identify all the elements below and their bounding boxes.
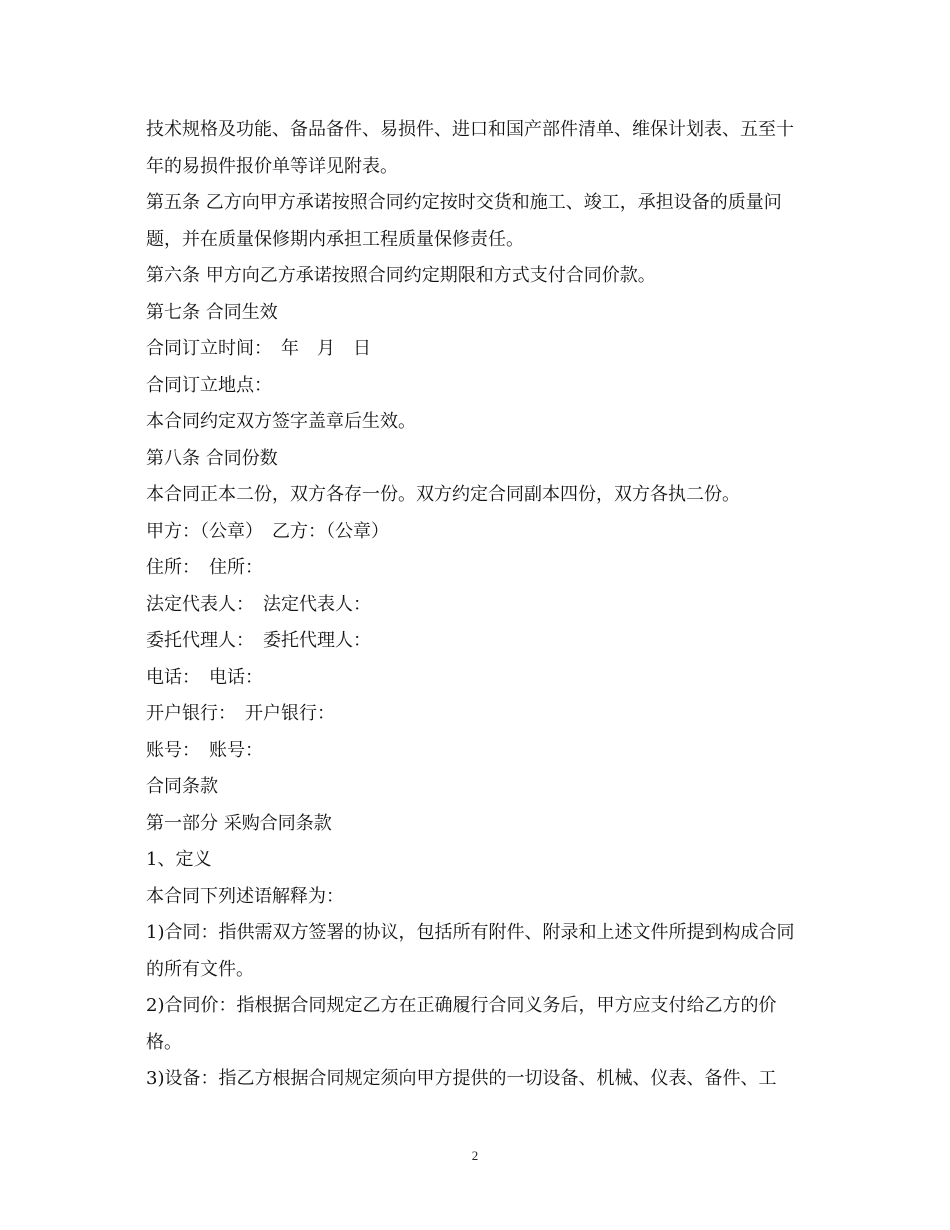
- account-line: 账号： 账号：: [146, 739, 263, 761]
- definition-contract-price: 2)合同价：指根据合同规定乙方在正确履行合同义务后，甲方应支付给乙方的价格。: [146, 995, 777, 1053]
- heading-definitions: 1、定义: [146, 849, 212, 870]
- party-address-line: 住所： 住所：: [146, 557, 263, 578]
- party-seals-line: 甲方：（公章） 乙方：（公章）: [146, 520, 389, 542]
- contract-copies-clause: 本合同正本二份，双方各存一份。双方约定合同副本四份，双方各执二份。: [146, 484, 740, 505]
- authorized-agent-line: 委托代理人： 委托代理人：: [146, 630, 371, 651]
- definition-contract: 1)合同：指供需双方签署的协议，包括所有附件、附录和上述文件所提到构成合同的所有文件。: [146, 922, 795, 980]
- contract-effective-clause: 本合同约定双方签字盖章后生效。: [146, 411, 416, 432]
- heading-contract-terms: 合同条款: [146, 776, 218, 797]
- paragraph-article-6: 第六条 甲方向乙方承诺按照合同约定期限和方式支付合同价款。: [146, 265, 656, 286]
- paragraph-technical-specs: 技术规格及功能、备品备件、易损件、进口和国产部件清单、维保计划表、五至十年的易损件报价单等详见附表。: [146, 119, 794, 177]
- heading-article-7: 第七条 合同生效: [146, 301, 278, 323]
- bank-line: 开户银行： 开户银行：: [146, 703, 335, 724]
- definitions-intro: 本合同下列述语解释为：: [146, 885, 344, 907]
- legal-representative-line: 法定代表人： 法定代表人：: [146, 593, 371, 615]
- heading-part-one: 第一部分 采购合同条款: [146, 812, 332, 834]
- contract-signing-date: 合同订立时间： 年 月 日: [146, 338, 371, 359]
- definition-equipment: 3)设备：指乙方根据合同规定须向甲方提供的一切设备、机械、仪表、备件、工: [146, 1068, 777, 1089]
- paragraph-article-5: 第五条 乙方向甲方承诺按照合同约定按时交货和施工、竣工，承担设备的质量问题，并在质量保修期内承担工程质量保修责任。: [146, 192, 782, 250]
- contract-signing-place: 合同订立地点：: [146, 374, 272, 396]
- phone-line: 电话： 电话：: [146, 666, 263, 688]
- page-number: 2: [471, 1148, 479, 1163]
- document-body: [146, 112, 806, 1098]
- heading-article-8: 第八条 合同份数: [146, 447, 278, 469]
